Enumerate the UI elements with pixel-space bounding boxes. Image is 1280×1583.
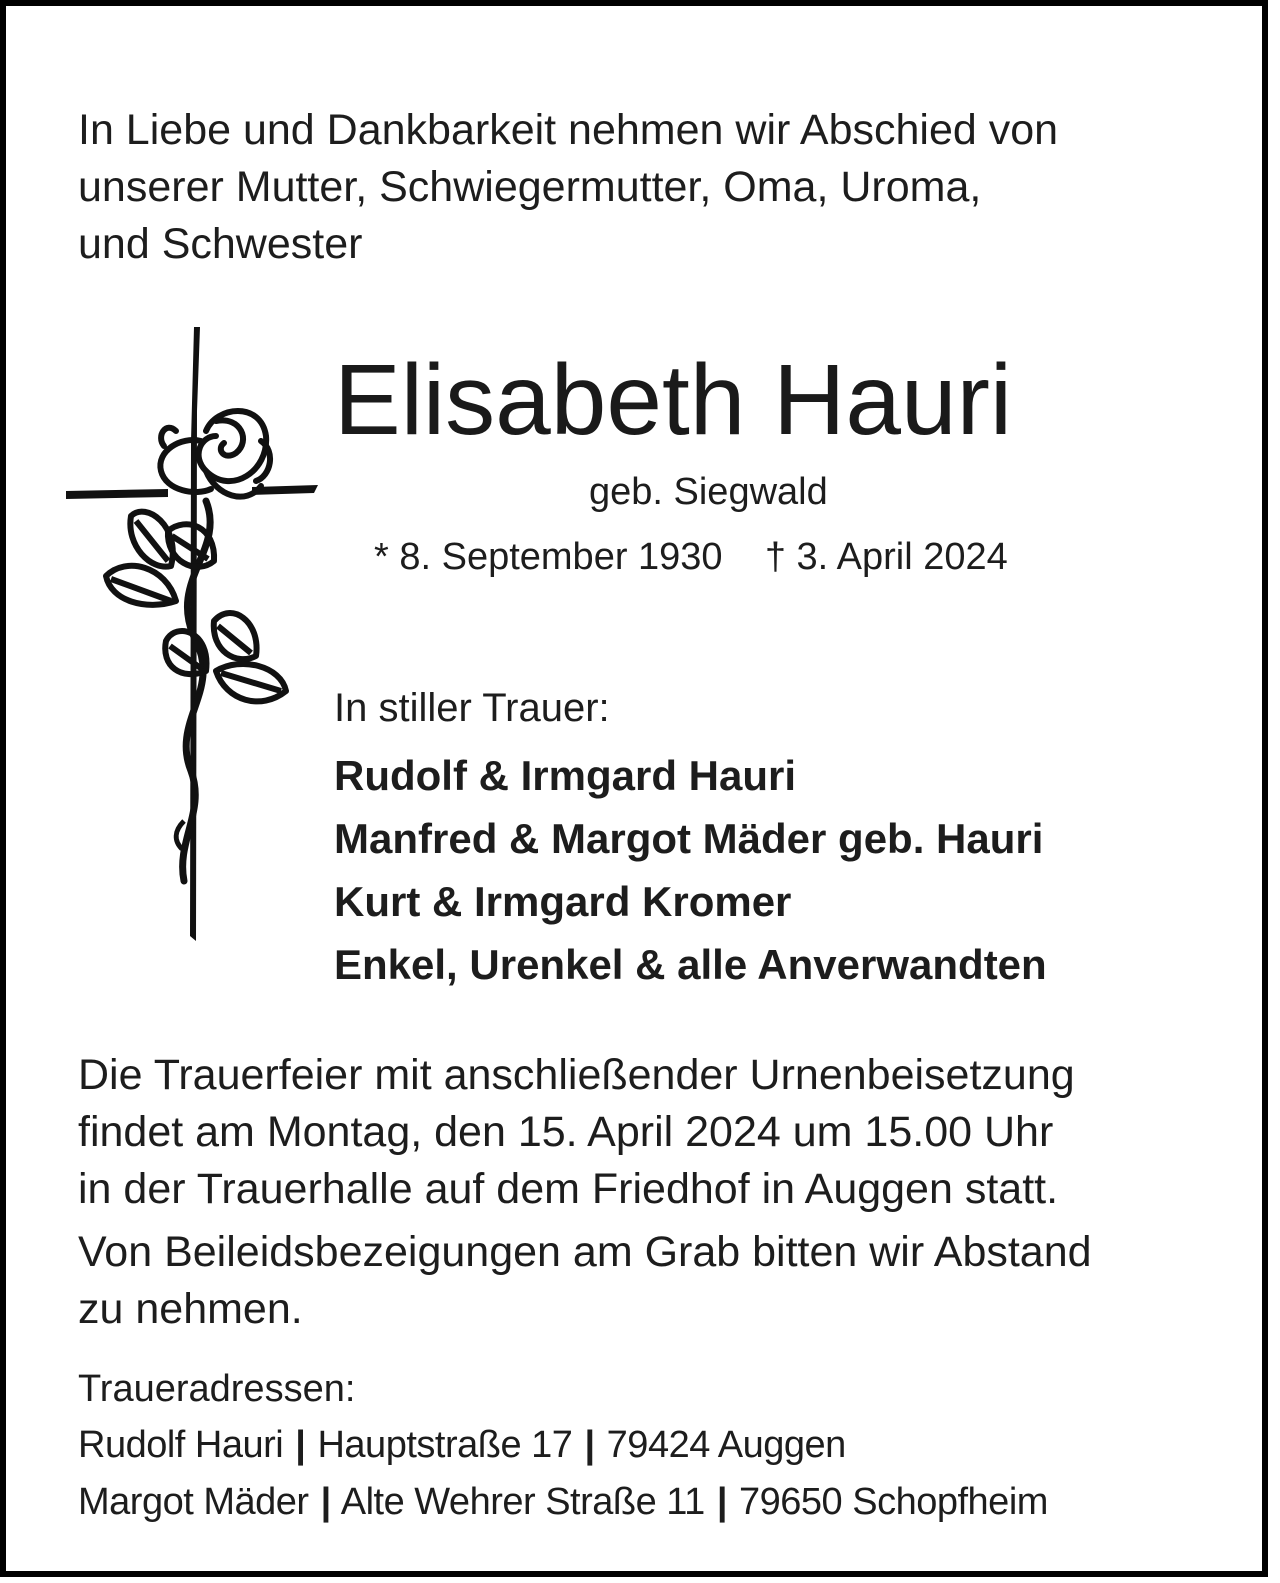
mourners-label: In stiller Trauer: [334, 686, 610, 730]
address-street: Alte Wehrer Straße 11 [340, 1481, 705, 1523]
address-separator: | [584, 1424, 595, 1466]
ceremony-line: in der Trauerhalle auf dem Friedhof in Auggen statt. [78, 1165, 1059, 1213]
mourner-entry: Enkel, Urenkel & alle Anverwandten [334, 941, 1047, 988]
addresses-label: Traueradressen: [78, 1368, 356, 1410]
mourner-entry: Manfred & Margot Mäder geb. Hauri [334, 815, 1044, 862]
mourners-list [334, 744, 1047, 996]
address-entry [78, 1417, 1048, 1474]
address-separator: | [320, 1481, 331, 1523]
intro-text [78, 102, 1228, 273]
address-entry [78, 1474, 1048, 1531]
death-date: † 3. April 2024 [764, 536, 1008, 578]
address-name: Margot Mäder [78, 1481, 309, 1523]
address-city: 79424 Auggen [606, 1424, 846, 1466]
cross-with-rose-icon [56, 321, 336, 951]
mourner-entry: Rudolf & Irmgard Hauri [334, 752, 797, 799]
address-separator: | [295, 1424, 306, 1466]
address-street: Hauptstraße 17 [317, 1424, 573, 1466]
ceremony-text [78, 1047, 1238, 1218]
addresses-list [78, 1417, 1048, 1531]
birth-date: * 8. September 1930 [374, 536, 723, 578]
deceased-name: Elisabeth Hauri [334, 344, 1013, 456]
ceremony-line: Die Trauerfeier mit anschließender Urnenbeisetzung [78, 1051, 1075, 1099]
life-dates [374, 534, 1008, 580]
intro-line: unserer Mutter, Schwiegermutter, Oma, Uroma, [78, 163, 982, 211]
birth-name: geb. Siegwald [589, 471, 828, 513]
address-city: 79650 Schopfheim [739, 1481, 1048, 1523]
intro-line: und Schwester [78, 220, 363, 268]
address-name: Rudolf Hauri [78, 1424, 284, 1466]
mourner-entry: Kurt & Irmgard Kromer [334, 878, 792, 925]
request-line: zu nehmen. [78, 1285, 303, 1333]
intro-line: In Liebe und Dankbarkeit nehmen wir Abschied von [78, 106, 1059, 154]
request-line: Von Beileidsbezeigungen am Grab bitten wir Abstand [78, 1228, 1092, 1276]
address-separator: | [716, 1481, 727, 1523]
ceremony-line: findet am Montag, den 15. April 2024 um 15.00 Uhr [78, 1108, 1054, 1156]
condolence-request [78, 1224, 1238, 1338]
